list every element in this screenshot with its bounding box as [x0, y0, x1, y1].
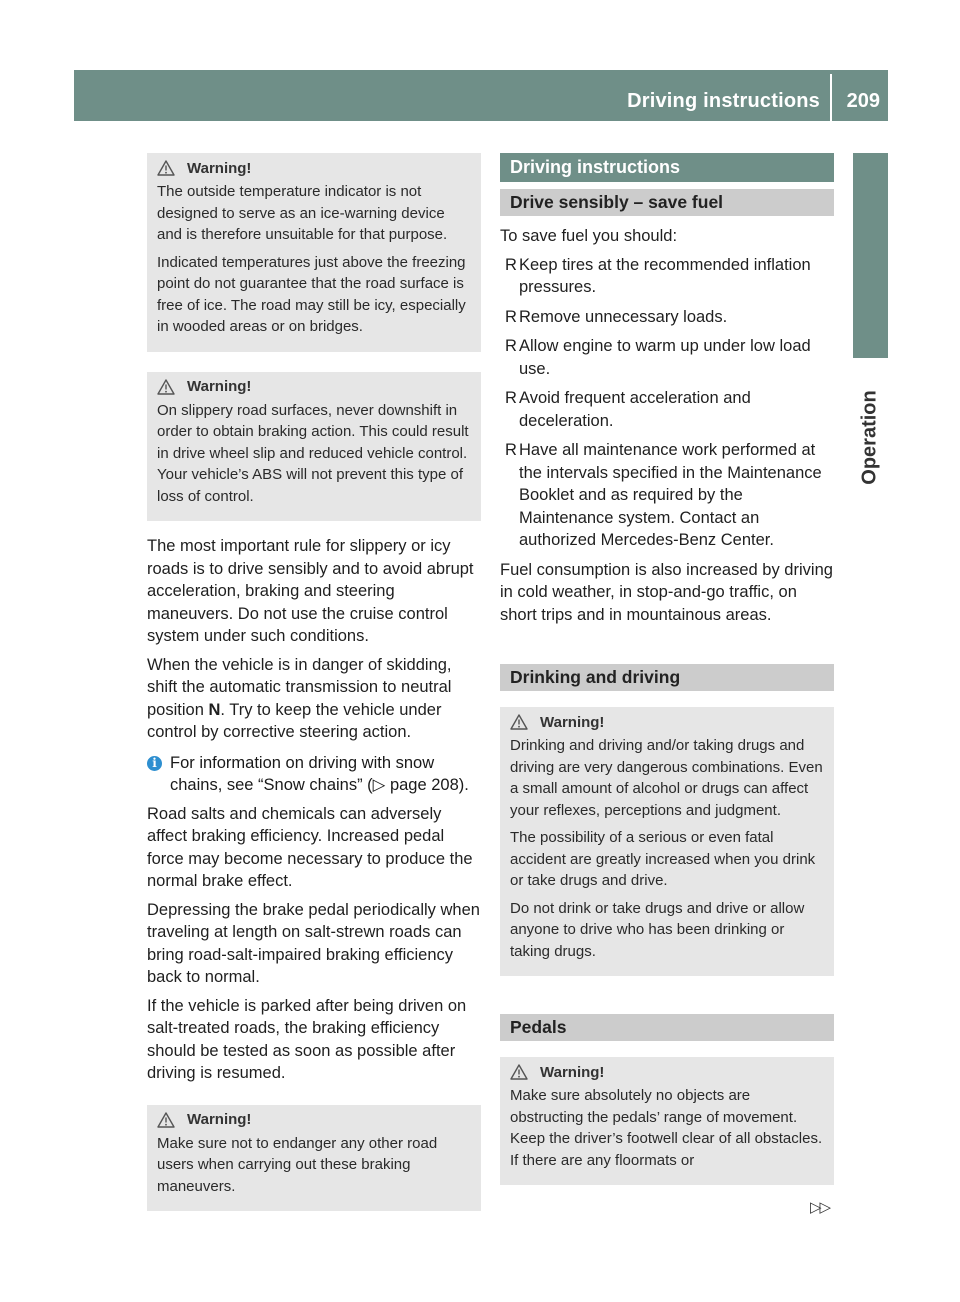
intro-text: To save fuel you should: — [500, 227, 678, 245]
side-tab-label: Operation — [858, 390, 881, 485]
warning-triangle-icon — [510, 714, 528, 730]
right-column — [500, 153, 834, 1199]
left-column — [147, 153, 481, 1225]
page-number: 209 — [846, 90, 880, 112]
warning-text: Drinking and driving and/or taking drugs and driving are very dangerous combinations. Even a small amount of alcohol or drugs can affect your reflexes, perceptions and judgment. — [510, 737, 823, 819]
side-tab — [853, 153, 888, 358]
warning-triangle-icon — [157, 1112, 175, 1128]
bullet-mark: R — [505, 307, 517, 326]
bullet-mark: R — [505, 337, 517, 355]
body-paragraph: If the vehicle is parked after being driven on salt-treated roads, the braking efficiency should be tested as soon as possible after driving is resumed. — [147, 996, 467, 1082]
warning-header — [510, 711, 825, 733]
subsection-heading: Drinking and driving — [500, 664, 834, 691]
text-run: . Try to keep the vehicle under control by corrective steering action. — [147, 700, 442, 741]
warning-box-drinking — [500, 707, 834, 976]
bullet-mark: R — [505, 441, 517, 459]
section-heading: Driving instructions — [500, 153, 834, 182]
page-header — [74, 70, 888, 121]
list-item — [500, 335, 834, 380]
body-paragraph-neutral — [147, 654, 481, 744]
info-note — [147, 752, 481, 797]
warning-header — [510, 1061, 825, 1083]
warning-box-outside-temperature — [147, 153, 481, 352]
warning-text: The outside temperature indicator is not designed to serve as an ice-warning device and is therefore unsuitable for that purpose. — [157, 183, 448, 243]
warning-header — [157, 1109, 472, 1131]
warning-triangle-icon — [157, 379, 175, 395]
header-title: Driving instructions — [627, 90, 820, 112]
body-paragraph: The most important rule for slippery or icy roads is to drive sensibly and to avoid abrupt acceleration, braking and steering maneuvers. Do not use the cruise control system under such conditions. — [147, 537, 474, 645]
text-run: When the vehicle is in danger of skidding, shift the automatic transmission to neutral position — [147, 655, 452, 719]
list-item-text: Remove unnecessary loads. — [519, 307, 728, 326]
bullet-mark: R — [505, 255, 517, 274]
warning-title: Warning! — [540, 713, 605, 731]
body-paragraph: Depressing the brake pedal periodically when traveling at length on salt-strewn roads can bring road-salt-impaired braking efficiency back to normal. — [147, 900, 480, 986]
warning-title: Warning! — [540, 1063, 605, 1081]
warning-box-braking — [147, 1105, 481, 1212]
warning-text: Do not drink or take drugs and drive or allow anyone to drive who has been drinking or taking drugs. — [510, 899, 805, 960]
list-item — [500, 439, 834, 552]
warning-box-pedals — [500, 1057, 834, 1185]
warning-title: Warning! — [187, 159, 252, 177]
list-item — [500, 254, 834, 299]
warning-text: Make sure not to endanger any other road users when carrying out these braking maneuvers. — [157, 1134, 438, 1195]
body-paragraph: Road salts and chemicals can adversely affect braking efficiency. Increased pedal force may become necessary to produce the normal brake effect. — [147, 804, 473, 890]
warning-title: Warning! — [187, 1111, 252, 1128]
warning-triangle-icon — [157, 160, 175, 176]
warning-text: On slippery road surfaces, never downshift in order to obtain braking action. This could result in drive wheel slip and reduced vehicle control. Your vehicle’s ABS will not prevent this type of loss of control. — [157, 401, 469, 505]
info-icon: i — [147, 756, 162, 771]
gear-position-n: N — [208, 700, 221, 719]
list-item-text: Allow engine to warm up under low load use. — [519, 337, 811, 378]
warning-text: Make sure absolutely no objects are obstructing the pedals’ range of movement. Keep the driver’s footwell clear of all obstacles. If there are any floormats or — [510, 1087, 823, 1169]
warning-text: Indicated temperatures just above the freezing point do not guarantee that the road surface is free of ice. The road may still be icy, especially in wooded areas or on bridges. — [157, 253, 466, 335]
list-item-text: Have all maintenance work performed at the intervals specified in the Maintenance Booklet and as required by the Maintenance system. Contact an authorized Mercedes-Benz Center. — [519, 441, 822, 549]
list-item — [500, 387, 834, 432]
list-item-text: Keep tires at the recommended inflation pressures. — [519, 255, 811, 296]
body-paragraph: Fuel consumption is also increased by driving in cold weather, in stop-and-go traffic, on short trips and in mountainous areas. — [500, 560, 833, 624]
warning-header — [157, 376, 472, 398]
warning-text: The possibility of a serious or even fatal accident are greatly increased when you drink or take drugs and drive. — [510, 829, 816, 889]
header-divider — [830, 74, 832, 121]
list-item-text: Avoid frequent acceleration and deceleration. — [519, 389, 751, 430]
fuel-tips-list — [500, 254, 834, 552]
continue-arrow-icon: ▷▷ — [810, 1199, 830, 1216]
subsection-heading: Drive sensibly – save fuel — [500, 189, 834, 216]
warning-header — [157, 157, 472, 179]
info-text: For information on driving with snow chains, see “Snow chains” (▷ page 208). — [170, 753, 469, 794]
warning-triangle-icon — [510, 1064, 528, 1080]
warning-box-downshift — [147, 372, 481, 522]
warning-title: Warning! — [187, 378, 252, 395]
subsection-heading: Pedals — [500, 1014, 834, 1041]
bullet-mark: R — [505, 389, 517, 407]
list-item — [500, 306, 834, 329]
